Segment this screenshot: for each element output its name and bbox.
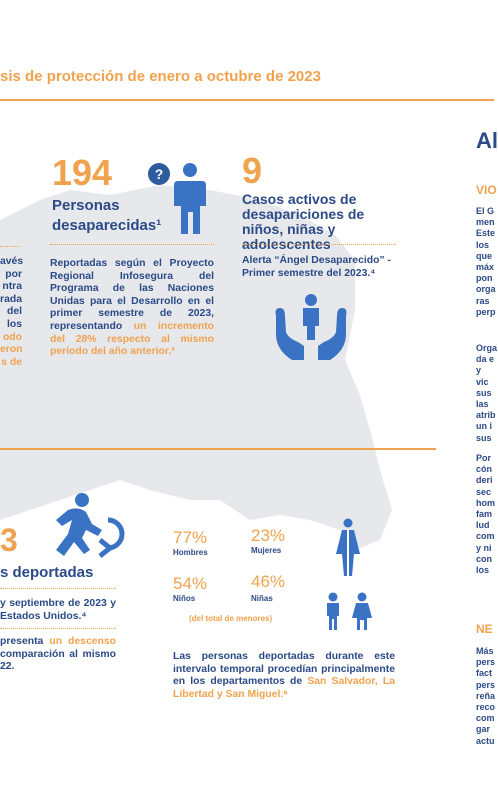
right-para-1 — [476, 206, 494, 318]
departments-highlight: San Salvador, La Libertad y San Miguel.⁶ — [173, 676, 395, 700]
left-fragment: ntra — [2, 281, 22, 293]
right-fragment: sus — [476, 387, 492, 398]
right-fragment: con — [476, 553, 493, 564]
missing-label — [52, 196, 161, 236]
departments-text — [173, 651, 395, 701]
missing-description — [50, 258, 214, 359]
missing-highlight: un incremento del 28% respecto al mismo período del año anterior.³ — [50, 320, 215, 358]
right-fragment: fact — [476, 668, 493, 679]
right-fragment: pers — [476, 679, 496, 690]
hombres-pct: 77% — [173, 528, 208, 547]
children-alert: Alerta “Ángel Desaparecido” - Primer semestre del 2023.⁴ — [242, 255, 391, 279]
right-fragment: da e — [476, 354, 495, 365]
right-fragment: ras — [476, 295, 490, 306]
right-fragment: los — [476, 565, 490, 576]
right-fragment: gar — [476, 724, 491, 735]
missing-divider — [50, 244, 214, 245]
right-fragment: hom — [476, 497, 495, 508]
right-fragment: atrib — [476, 410, 496, 421]
right-fragment: El G — [476, 206, 495, 216]
missing-text: Reportadas según el Proyecto Regional Infosegura del Programa de las Naciones Unidas para el Desarrollo en el primer semestre de 2023, representando — [50, 258, 214, 332]
deported-number-fragment: 3 — [0, 522, 18, 558]
boy-girl-icon — [320, 592, 376, 632]
deported-text2 — [0, 636, 116, 674]
right-fragment: un i — [476, 421, 492, 432]
right-para-2 — [476, 343, 498, 444]
left-fragment: eron — [0, 344, 23, 356]
right-subheading-2: NE — [476, 622, 493, 636]
left-divider — [0, 246, 20, 247]
left-fragment-column — [0, 256, 22, 369]
deported-label: s deportadas — [0, 564, 94, 581]
left-fragment: avés — [0, 256, 24, 267]
children-label: Casos activos de desapariciones de niños, niñas y adolescentes — [242, 191, 365, 252]
right-fragment: pon — [476, 273, 493, 284]
hombres-label: Hombres — [173, 548, 208, 557]
missing-label-line2: desaparecidas¹ — [52, 217, 162, 234]
right-fragment: y ni — [476, 542, 492, 553]
right-fragment: deri — [476, 475, 493, 486]
deported-text2-prefix: presenta — [0, 636, 44, 647]
right-fragment: pers — [476, 657, 496, 668]
children-divider — [242, 244, 396, 245]
right-fragment: orga — [476, 284, 496, 295]
header-title: sis de protección de enero a octubre de 2023 — [0, 68, 321, 85]
deported-divider-2 — [0, 628, 116, 629]
right-fragment: máx — [476, 262, 495, 273]
deported-text1: y septiembre de 2023 y Estados Unidos.⁴ — [0, 598, 116, 622]
mujeres-pct: 23% — [251, 526, 286, 545]
child-protection-icon — [272, 290, 350, 362]
header-rule — [0, 99, 494, 101]
missing-person-icon — [146, 160, 212, 236]
deported-text2-highlight: un descenso — [49, 636, 116, 647]
ninos-label: Niños — [173, 594, 196, 603]
svg-text:?: ? — [154, 166, 164, 182]
right-heading: Al — [476, 128, 498, 153]
man-woman-icon — [330, 518, 366, 578]
right-fragment: Este — [476, 228, 496, 239]
right-fragment: que — [476, 250, 493, 261]
deported-divider — [0, 588, 116, 589]
right-fragment: Más — [476, 646, 494, 656]
deported-runner-icon — [38, 490, 124, 564]
right-subheading-1: VIO — [476, 183, 497, 197]
left-fragment: del — [6, 306, 22, 318]
departments-plain: Las personas deportadas durante este intervalo temporal procedían principalmente en los departamentos de — [173, 651, 395, 688]
right-fragment: los — [476, 239, 490, 250]
missing-label-line1: Personas — [52, 197, 120, 214]
right-fragment: y vic — [476, 365, 489, 387]
right-fragment: sec — [476, 486, 492, 497]
deported-text2-rest: comparación al mismo 22. — [0, 648, 116, 673]
mujeres-label: Mujeres — [251, 546, 282, 555]
right-para-3 — [476, 453, 494, 576]
right-fragment: fam — [476, 509, 493, 520]
right-fragment: actu — [476, 735, 495, 746]
right-fragment: cón — [476, 464, 493, 475]
ninas-label: Niñas — [251, 594, 273, 603]
right-fragment: com — [476, 531, 495, 542]
left-fragment: odo — [2, 331, 22, 343]
right-fragment: perp — [476, 306, 496, 317]
ninos-pct: 54% — [173, 574, 208, 593]
right-fragment: Orga — [476, 343, 498, 353]
left-fragment: por — [5, 268, 22, 280]
children-number: 9 — [242, 150, 263, 191]
minors-note: (del total de menores) — [189, 614, 273, 623]
section-rule — [0, 448, 436, 450]
right-fragment: com — [476, 713, 495, 724]
left-fragment: los — [6, 318, 22, 330]
right-fragment: sus — [476, 432, 492, 443]
missing-number: 194 — [52, 152, 113, 193]
right-fragment: reco — [476, 702, 496, 713]
left-fragment: s de — [1, 356, 22, 368]
right-fragment: lud — [476, 520, 490, 531]
right-fragment: Por — [476, 453, 492, 463]
right-fragment: las — [476, 399, 489, 410]
left-fragment: rada — [0, 293, 22, 305]
right-para-4 — [476, 646, 494, 747]
right-fragment: reña — [476, 690, 496, 701]
right-fragment: men — [476, 217, 495, 228]
ninas-pct: 46% — [251, 572, 286, 591]
